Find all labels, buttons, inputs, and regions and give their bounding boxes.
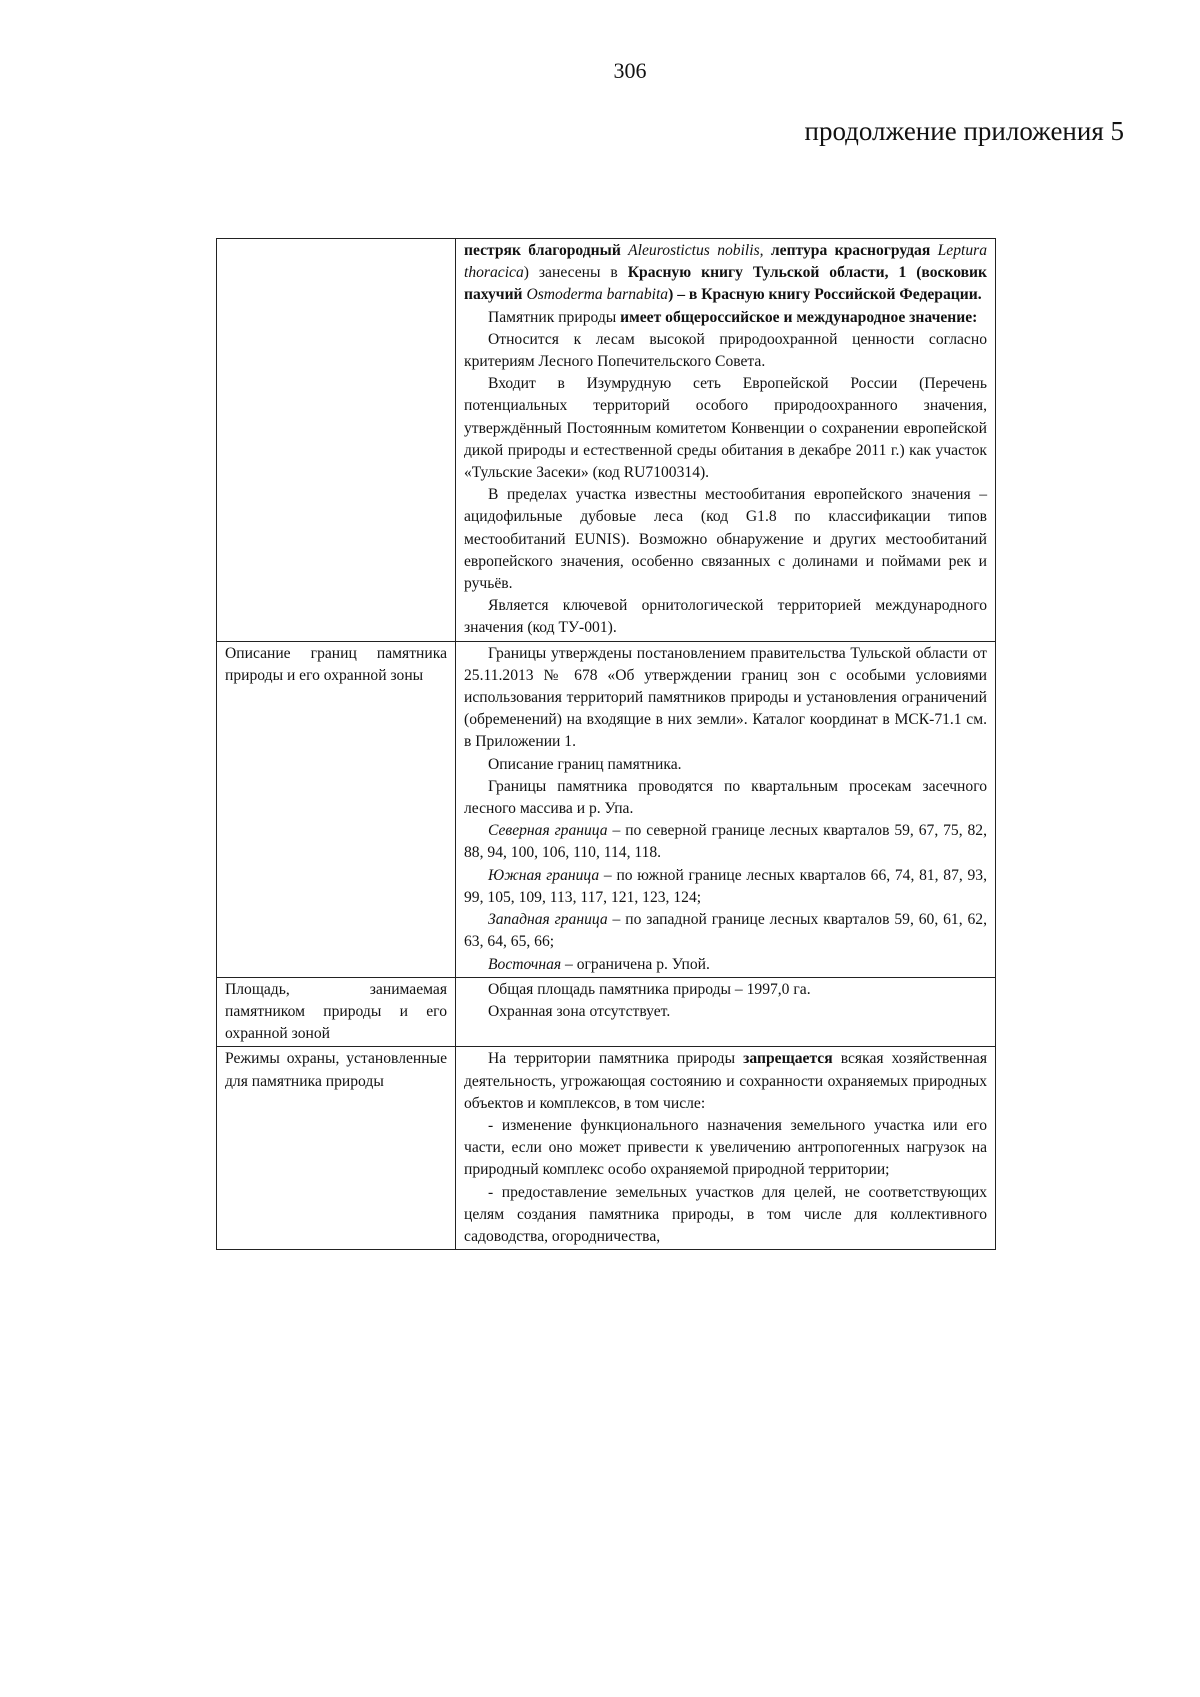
text-run: Охранная зона отсутствует. xyxy=(488,1002,671,1020)
text-run: Границы утверждены постановлением правительства Тульской области от 25.11.2013 № 678 «Об утверждении границ зон с особыми условиями использования территорий памятников природы и установления ограничений (обременений) на входящие в них земли». Каталог координат в МСК-71.1 см. в Приложении 1. xyxy=(464,644,987,751)
paragraph xyxy=(464,820,987,864)
row-content xyxy=(456,239,996,642)
paragraph xyxy=(464,909,987,953)
row-label: Площадь, занимаемая памятником природы и его охранной зоной xyxy=(217,977,456,1047)
row-content xyxy=(456,977,996,1047)
text-run: Leptura thoracica xyxy=(464,242,987,282)
paragraph xyxy=(464,240,987,307)
paragraph xyxy=(464,1182,987,1249)
text-run: Восточная xyxy=(488,955,562,973)
text-run: – по западной границе лесных кварталов 59, 60, 61, 62, 63, 64, 65, 66; xyxy=(464,911,987,951)
text-run: запрещается xyxy=(743,1050,833,1068)
text-run: Западная граница xyxy=(488,911,608,929)
paragraph xyxy=(464,1048,987,1115)
table-row xyxy=(217,1047,996,1250)
text-run: пестряк благородный xyxy=(464,242,629,259)
text-run: Является ключевой орнитологической территорией международного значения (код ТУ-001). xyxy=(464,597,987,637)
text-run: Красную книгу Тульской области, 1 (восковик пахучий xyxy=(464,264,988,304)
paragraph xyxy=(464,373,987,484)
row-label: Описание границ памятника природы и его охранной зоны xyxy=(217,641,456,977)
paragraph xyxy=(464,1115,987,1182)
info-table xyxy=(216,238,996,1250)
text-run: Относится к лесам высокой природоохранной ценности согласно критериям Лесного Попечительского Совета. xyxy=(464,330,987,371)
table-row xyxy=(217,977,996,1047)
text-run: Описание границ памятника. xyxy=(488,755,682,773)
text-run: Границы памятника проводятся по квартальным просекам засечного лесного массива и р. Упа. xyxy=(464,777,987,818)
text-run: ) – в Красную книгу Российской Федерации. xyxy=(668,286,982,304)
table-row xyxy=(217,239,996,642)
table-row xyxy=(217,641,996,977)
text-run: – ограничена р. Упой. xyxy=(561,955,710,973)
text-run: – по южной границе лесных кварталов 66, 74, 81, 87, 93, 99, 105, 109, 113, 117, 121, 123, 124; xyxy=(464,866,987,906)
text-run: Osmoderma barnabita xyxy=(526,286,669,304)
text-run: В пределах участка известны местообитания европейского значения – ацидофильные дубовые леса (код G1.8 по классификации типов местообитаний EUNIS). Возможно обнаружение и других местообитаний европейского значения, особенно связанных с долинами и поймами рек и ручьёв. xyxy=(464,486,987,593)
text-run: Aleurostictus nobilis, xyxy=(628,242,764,259)
paragraph xyxy=(464,484,987,595)
paragraph xyxy=(464,329,987,373)
text-run: – по северной границе лесных кварталов 59, 67, 75, 82, 88, 94, 100, 106, 110, 114, 118. xyxy=(464,822,988,862)
text-run: - предоставление земельных участков для целей, не соответствующих целям создания памятника природы, в том числе для коллективного садоводства, огородничества, xyxy=(464,1183,987,1245)
text-run: - изменение функционального назначения земельного участка или его части, если оно может привести к увеличению антропогенных нагрузок на природный комплекс особо охраняемой природной территории; xyxy=(464,1116,987,1179)
text-run: имеет общероссийское и международное значение: xyxy=(620,308,978,326)
text-run: Северная граница xyxy=(488,822,608,840)
text-run: лептура красногрудая xyxy=(763,242,938,259)
paragraph xyxy=(464,979,987,1001)
text-run: Входит в Изумрудную сеть Европейской России (Перечень потенциальных территорий особого природоохранного значения, утверждённый Постоянным комитетом Конвенции о сохранении европейской дикой природы и естественной среды обитания в декабре 2011 г.) как участок «Тульские Засеки» (код RU7100314). xyxy=(464,375,987,482)
row-label xyxy=(217,239,456,642)
table-body xyxy=(217,239,996,1250)
paragraph xyxy=(464,954,987,976)
row-label: Режимы охраны, установленные для памятника природы xyxy=(217,1047,456,1250)
text-run: Общая площадь памятника природы – 1997,0 га. xyxy=(488,980,811,998)
page-number: 306 xyxy=(613,58,647,83)
paragraph xyxy=(464,307,987,329)
paragraph xyxy=(464,865,987,909)
text-run: ) занесены в xyxy=(523,264,628,282)
paragraph xyxy=(464,1001,987,1023)
paragraph xyxy=(464,754,987,776)
row-content xyxy=(456,1047,996,1250)
row-content xyxy=(456,641,996,977)
text-run: На территории памятника природы xyxy=(488,1050,744,1068)
continuation-title: продолжение приложения 5 xyxy=(804,116,1124,146)
text-run: Памятник природы xyxy=(488,308,621,326)
text-run: всякая хозяйственная деятельность, угрожающая состоянию и сохранности охраняемых природных объектов и комплексов, в том числе: xyxy=(464,1050,987,1112)
paragraph xyxy=(464,776,987,820)
paragraph xyxy=(464,643,987,754)
paragraph xyxy=(464,595,987,639)
text-run: Южная граница xyxy=(488,866,600,884)
